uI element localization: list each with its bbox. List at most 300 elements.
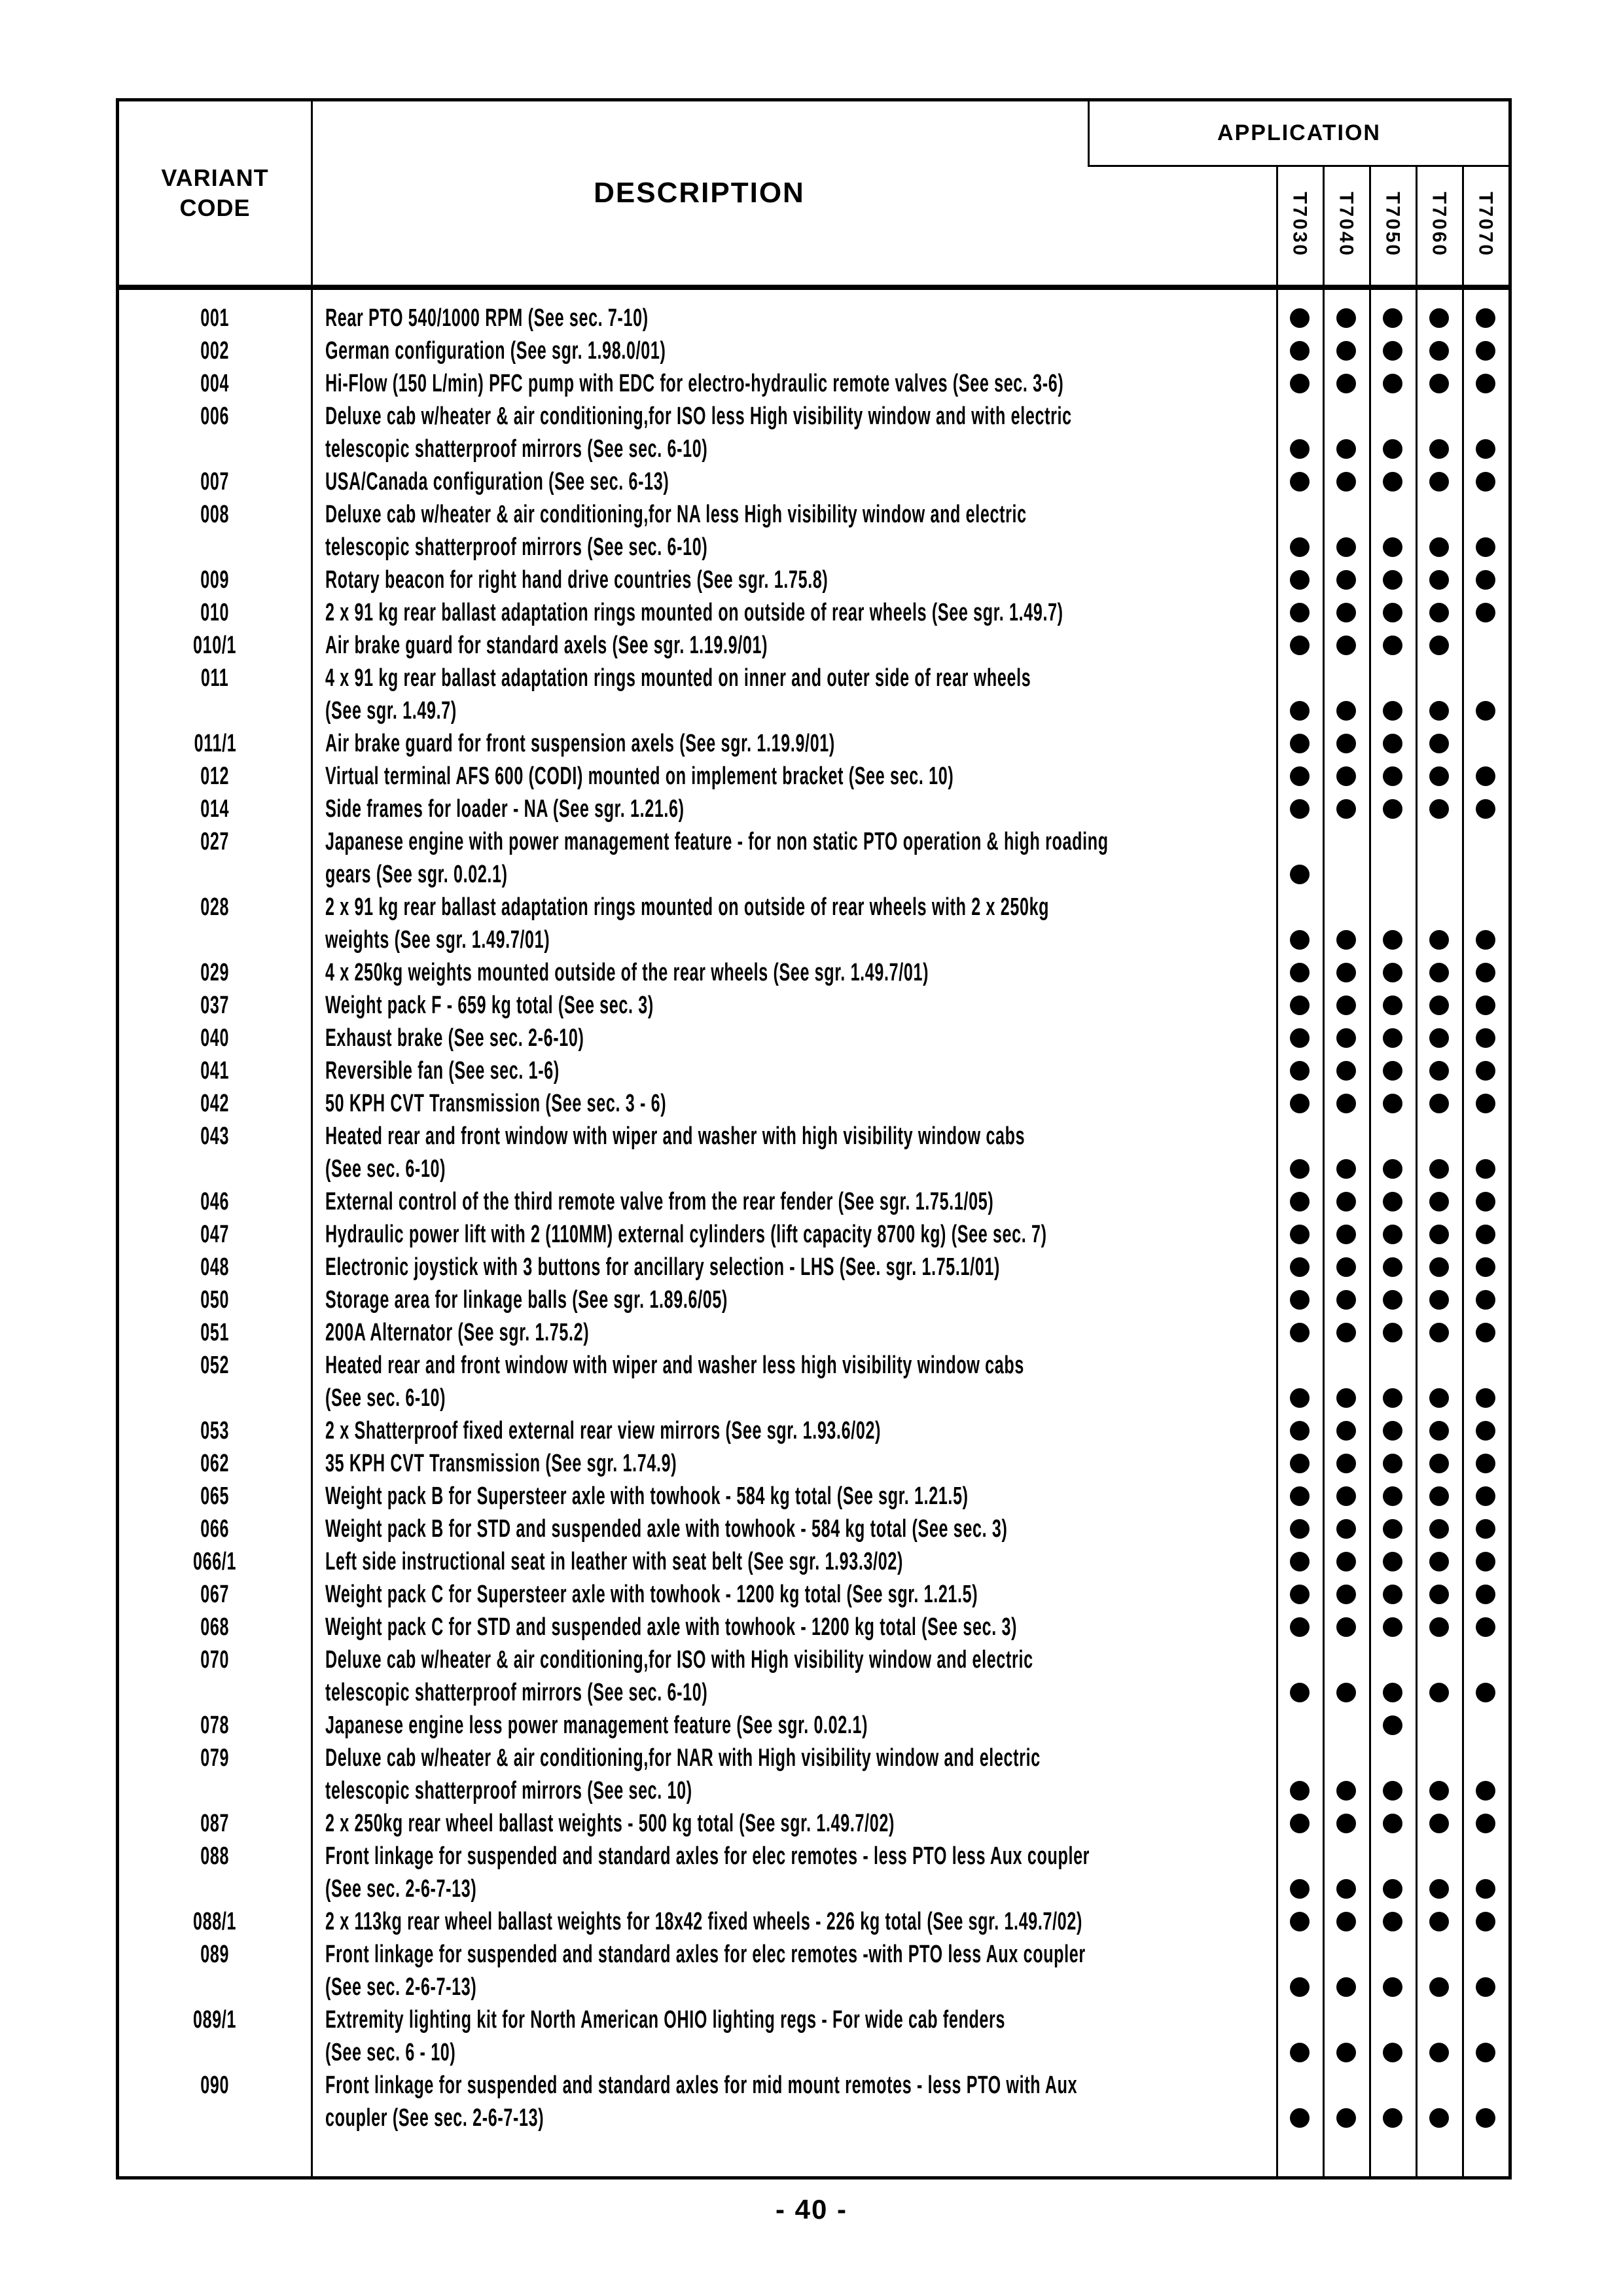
table-row	[119, 367, 1508, 400]
description-line: (See sec. 6 - 10)	[325, 2039, 456, 2066]
application-cell	[1369, 1414, 1416, 1447]
applicability-dot	[1429, 1028, 1449, 1048]
description-line: Japanese engine less power management feature (See sgr. 0.02.1)	[325, 1712, 868, 1739]
application-cell	[1416, 302, 1462, 334]
application-cell	[1276, 1905, 1323, 1938]
variant-code-text: 079	[200, 1744, 230, 1772]
application-cell	[1369, 1447, 1416, 1480]
variant-code-text: 066/1	[193, 1548, 237, 1575]
table-row	[119, 400, 1508, 465]
applicability-dot	[1476, 996, 1495, 1015]
variant-code	[119, 1938, 311, 1971]
applicability-dot	[1476, 1879, 1495, 1899]
applicability-dot	[1429, 537, 1449, 557]
applicability-dot	[1383, 1094, 1402, 1113]
applicability-dot	[1290, 1061, 1310, 1081]
application-cell	[1369, 334, 1416, 367]
description-line: telescopic shatterproof mirrors (See sec. 6-10)	[325, 1679, 708, 1706]
description-cell	[311, 334, 1276, 367]
variant-code-text: 068	[200, 1613, 230, 1641]
applicability-dot	[1429, 1192, 1449, 1211]
application-cell	[1276, 1611, 1323, 1643]
variant-code	[119, 1316, 311, 1349]
applicability-dot	[1476, 308, 1495, 328]
model-label: T7050	[1382, 191, 1404, 257]
table-row	[119, 1185, 1508, 1218]
variant-code-text: 010/1	[193, 632, 237, 659]
applicability-dot	[1336, 1388, 1356, 1408]
description-line: Weight pack F - 659 kg total (See sec. 3)	[325, 992, 654, 1019]
applicability-dot	[1336, 570, 1356, 590]
description-line: Exhaust brake (See sec. 2-6-10)	[325, 1024, 584, 1052]
application-cell	[1462, 760, 1508, 793]
application-cell	[1323, 1513, 1369, 1545]
application-cell	[1369, 1905, 1416, 1938]
applicability-dot	[1476, 1388, 1495, 1408]
description-cell	[311, 564, 1276, 596]
applicability-dot	[1290, 1290, 1310, 1310]
description-cell	[311, 1087, 1276, 1120]
application-cell	[1416, 334, 1462, 367]
application-cell	[1416, 498, 1462, 564]
variant-code	[119, 1349, 311, 1382]
description-cell	[311, 1709, 1276, 1742]
description-line: telescopic shatterproof mirrors (See sec. 10)	[325, 1777, 692, 1804]
table-row	[119, 334, 1508, 367]
applicability-dot	[1476, 2108, 1495, 2128]
applicability-dot	[1290, 734, 1310, 753]
applicability-dot	[1383, 1879, 1402, 1899]
application-cell	[1369, 498, 1416, 564]
description-cell	[311, 662, 1276, 727]
applicability-dot	[1429, 1486, 1449, 1506]
application-cell	[1323, 1185, 1369, 1218]
applicability-dot	[1290, 1781, 1310, 1801]
description-line: 2 x 113kg rear wheel ballast weights for 18x42 fixed wheels - 226 kg total (See sgr. 1.49.7/02)	[325, 1908, 1083, 1935]
description-cell	[311, 1349, 1276, 1414]
variant-code-text: 007	[200, 468, 230, 495]
application-cell	[1369, 1283, 1416, 1316]
application-cell	[1462, 1578, 1508, 1611]
table-row	[119, 1578, 1508, 1611]
application-cell	[1276, 2069, 1323, 2134]
applicability-dot	[1290, 1617, 1310, 1637]
applicability-dot	[1476, 1912, 1495, 1931]
application-cell	[1416, 1545, 1462, 1578]
table-row	[119, 1709, 1508, 1742]
applicability-dot	[1290, 1486, 1310, 1506]
application-cell	[1276, 1709, 1323, 1742]
application-cell	[1276, 760, 1323, 793]
table-row	[119, 1022, 1508, 1054]
description-line: (See sgr. 1.49.7)	[325, 697, 457, 725]
variant-code-text: 046	[200, 1188, 230, 1215]
application-cell	[1369, 1807, 1416, 1840]
application-cell	[1369, 1349, 1416, 1414]
applicability-dot	[1476, 1094, 1495, 1113]
applicability-dot	[1429, 1061, 1449, 1081]
application-cell	[1276, 1185, 1323, 1218]
application-cell	[1462, 1545, 1508, 1578]
table-row	[119, 1611, 1508, 1643]
variant-code-text: 090	[200, 2072, 230, 2099]
applicability-dot	[1476, 1323, 1495, 1342]
applicability-dot	[1429, 1617, 1449, 1637]
variant-code	[119, 367, 311, 400]
application-cell	[1369, 891, 1416, 956]
application-cell	[1276, 989, 1323, 1022]
table-row	[119, 662, 1508, 727]
description-line: Left side instructional seat in leather with seat belt (See sgr. 1.93.3/02)	[325, 1548, 903, 1575]
description-line: Electronic joystick with 3 buttons for ancillary selection - LHS (See. sgr. 1.75.1/01)	[325, 1253, 1001, 1281]
applicability-dot	[1476, 1192, 1495, 1211]
application-cell	[1369, 1185, 1416, 1218]
application-cell	[1416, 1120, 1462, 1185]
applicability-dot	[1429, 603, 1449, 622]
application-cell	[1323, 564, 1369, 596]
applicability-dot	[1336, 799, 1356, 819]
application-cell	[1276, 564, 1323, 596]
variant-code-text: 089	[200, 1941, 230, 1968]
application-cell	[1462, 1742, 1508, 1807]
variant-code	[119, 956, 311, 989]
variant-code	[119, 1709, 311, 1742]
application-cell	[1462, 1414, 1508, 1447]
application-cell	[1323, 1022, 1369, 1054]
application-cell	[1416, 1709, 1462, 1742]
variant-code	[119, 1742, 311, 1774]
applicability-dot	[1290, 570, 1310, 590]
application-cell	[1323, 793, 1369, 825]
application-cell	[1416, 727, 1462, 760]
application-cell	[1323, 1087, 1369, 1120]
application-cell	[1416, 1218, 1462, 1251]
table-row	[119, 1218, 1508, 1251]
variant-code-text: 028	[200, 893, 230, 921]
applicability-dot	[1290, 996, 1310, 1015]
applicability-dot	[1336, 374, 1356, 393]
model-label: T7060	[1428, 191, 1450, 257]
variant-code-header	[119, 101, 311, 285]
applicability-dot	[1290, 1257, 1310, 1277]
table-row	[119, 302, 1508, 334]
application-cell	[1323, 400, 1369, 465]
application-cell	[1369, 1087, 1416, 1120]
applicability-dot	[1290, 766, 1310, 786]
application-cell	[1416, 1283, 1462, 1316]
description-line: 200A Alternator (See sgr. 1.75.2)	[325, 1319, 590, 1346]
applicability-dot	[1290, 1454, 1310, 1473]
applicability-dot	[1336, 1977, 1356, 1997]
application-cell	[1276, 825, 1323, 891]
description-cell	[311, 1283, 1276, 1316]
table-row	[119, 1807, 1508, 1840]
applicability-dot	[1336, 734, 1356, 753]
description-line: 2 x 91 kg rear ballast adaptation rings mounted on outside of rear wheels with 2 x 250kg	[325, 893, 1050, 921]
applicability-dot	[1336, 636, 1356, 655]
model-column-header-t7040	[1323, 167, 1369, 285]
description-cell	[311, 629, 1276, 662]
applicability-dot	[1429, 2043, 1449, 2062]
description-line: 4 x 91 kg rear ballast adaptation rings mounted on inner and outer side of rear wheels	[325, 664, 1031, 692]
description-cell	[311, 1643, 1276, 1709]
application-cell	[1369, 564, 1416, 596]
variant-code-text: 087	[200, 1810, 230, 1837]
application-cell	[1323, 367, 1369, 400]
application-cell	[1323, 1283, 1369, 1316]
applicability-dot	[1336, 1028, 1356, 1048]
application-cell	[1369, 1218, 1416, 1251]
applicability-dot	[1429, 1388, 1449, 1408]
applicability-dot	[1336, 2043, 1356, 2062]
application-cell	[1323, 1218, 1369, 1251]
description-line: weights (See sgr. 1.49.7/01)	[325, 926, 550, 954]
applicability-dot	[1476, 1486, 1495, 1506]
application-cell	[1323, 1578, 1369, 1611]
applicability-dot	[1290, 603, 1310, 622]
description-cell	[311, 1185, 1276, 1218]
application-cell	[1462, 956, 1508, 989]
variant-code-text: 088	[200, 1842, 230, 1870]
application-cell	[1369, 1251, 1416, 1283]
application-cell	[1276, 1022, 1323, 1054]
variant-table	[116, 98, 1512, 2179]
variant-code	[119, 1120, 311, 1153]
applicability-dot	[1476, 537, 1495, 557]
variant-code-text: 052	[200, 1352, 230, 1379]
description-cell	[311, 1513, 1276, 1545]
application-cell	[1462, 825, 1508, 891]
table-row	[119, 956, 1508, 989]
variant-code-text: 014	[200, 795, 230, 823]
variant-code	[119, 1545, 311, 1578]
applicability-dot	[1336, 963, 1356, 982]
application-cell	[1416, 465, 1462, 498]
application-cell	[1323, 662, 1369, 727]
description-cell	[311, 1905, 1276, 1938]
variant-code-text: 001	[200, 304, 230, 332]
variant-code	[119, 1480, 311, 1513]
variant-code	[119, 1578, 311, 1611]
description-cell	[311, 1578, 1276, 1611]
application-cell	[1323, 465, 1369, 498]
application-cell	[1276, 1054, 1323, 1087]
application-cell	[1416, 1087, 1462, 1120]
description-line: External control of the third remote valve from the rear fender (See sgr. 1.75.1/05)	[325, 1188, 994, 1215]
application-cell	[1416, 1840, 1462, 1905]
variant-code	[119, 629, 311, 662]
applicability-dot	[1476, 1683, 1495, 1702]
variant-code-text: 004	[200, 370, 230, 397]
applicability-dot	[1336, 996, 1356, 1015]
application-cell	[1416, 1905, 1462, 1938]
application-cell	[1276, 1938, 1323, 2003]
applicability-dot	[1336, 1192, 1356, 1211]
applicability-dot	[1383, 2108, 1402, 2128]
description-line: 2 x 250kg rear wheel ballast weights - 500 kg total (See sgr. 1.49.7/02)	[325, 1810, 895, 1837]
description-line: Front linkage for suspended and standard axles for elec remotes - less PTO less Aux coupler	[325, 1842, 1090, 1870]
applicability-dot	[1290, 1814, 1310, 1833]
variant-code	[119, 825, 311, 858]
applicability-dot	[1429, 2108, 1449, 2128]
application-cell	[1323, 1643, 1369, 1709]
variant-code	[119, 1643, 311, 1676]
applicability-dot	[1383, 1323, 1402, 1342]
applicability-dot	[1476, 472, 1495, 492]
application-cell	[1462, 1643, 1508, 1709]
description-line: (See sec. 2-6-7-13)	[325, 1973, 477, 2001]
applicability-dot	[1383, 1977, 1402, 1997]
application-cell	[1323, 1251, 1369, 1283]
applicability-dot	[1429, 1257, 1449, 1277]
application-cell	[1276, 891, 1323, 956]
description-line: 35 KPH CVT Transmission (See sgr. 1.74.9)	[325, 1450, 677, 1477]
application-cell	[1276, 1480, 1323, 1513]
applicability-dot	[1383, 930, 1402, 950]
description-line: Extremity lighting kit for North American OHIO lighting regs - For wide cab fenders	[325, 2006, 1006, 2034]
application-cell	[1369, 400, 1416, 465]
applicability-dot	[1429, 1912, 1449, 1931]
application-cell	[1416, 1807, 1462, 1840]
application-cell	[1323, 760, 1369, 793]
description-cell	[311, 1611, 1276, 1643]
applicability-dot	[1290, 1323, 1310, 1342]
application-cell	[1323, 1480, 1369, 1513]
application-cell	[1416, 1414, 1462, 1447]
application-cell	[1462, 793, 1508, 825]
application-cell	[1462, 1447, 1508, 1480]
variant-code	[119, 1218, 311, 1251]
applicability-dot	[1290, 1028, 1310, 1048]
application-cell	[1462, 334, 1508, 367]
application-cell	[1276, 498, 1323, 564]
model-column-header-t7060	[1416, 167, 1462, 285]
variant-code-text: 062	[200, 1450, 230, 1477]
application-cell	[1323, 727, 1369, 760]
application-cell	[1276, 367, 1323, 400]
applicability-dot	[1429, 1879, 1449, 1899]
description-line: telescopic shatterproof mirrors (See sec. 6-10)	[325, 533, 708, 561]
applicability-dot	[1476, 1225, 1495, 1244]
applicability-dot	[1429, 963, 1449, 982]
table-row	[119, 1349, 1508, 1414]
applicability-dot	[1336, 2108, 1356, 2128]
application-cell	[1276, 1120, 1323, 1185]
application-cell	[1369, 1316, 1416, 1349]
description-line: Japanese engine with power management feature - for non static PTO operation & high roading	[325, 828, 1109, 855]
application-cell	[1416, 825, 1462, 891]
table-row	[119, 596, 1508, 629]
description-line: Heated rear and front window with wiper and washer less high visibility window cabs	[325, 1352, 1024, 1379]
applicability-dot	[1429, 1094, 1449, 1113]
variant-code-text: 037	[200, 992, 230, 1019]
application-cell	[1276, 400, 1323, 465]
applicability-dot	[1290, 799, 1310, 819]
model-column-header-t7030	[1276, 167, 1323, 285]
application-cell	[1369, 956, 1416, 989]
application-cell	[1323, 2069, 1369, 2134]
applicability-dot	[1429, 930, 1449, 950]
table-row	[119, 1742, 1508, 1807]
description-line: coupler (See sec. 2-6-7-13)	[325, 2104, 544, 2132]
description-cell	[311, 465, 1276, 498]
application-cell	[1323, 2003, 1369, 2069]
application-cell	[1462, 1611, 1508, 1643]
applicability-dot	[1336, 1617, 1356, 1637]
table-row	[119, 891, 1508, 956]
application-cell	[1369, 1513, 1416, 1545]
application-cell	[1369, 1840, 1416, 1905]
description-line: Reversible fan (See sec. 1-6)	[325, 1057, 560, 1085]
applicability-dot	[1290, 1977, 1310, 1997]
applicability-dot	[1383, 1683, 1402, 1702]
application-cell	[1323, 989, 1369, 1022]
application-cell	[1416, 1513, 1462, 1545]
description-line: Air brake guard for standard axels (See sgr. 1.19.9/01)	[325, 632, 768, 659]
application-cell	[1276, 727, 1323, 760]
application-cell	[1416, 1480, 1462, 1513]
description-cell	[311, 498, 1276, 564]
application-cell	[1462, 1283, 1508, 1316]
description-line: (See sec. 2-6-7-13)	[325, 1875, 477, 1903]
application-cell	[1369, 2003, 1416, 2069]
applicability-dot	[1383, 472, 1402, 492]
applicability-dot	[1290, 1552, 1310, 1571]
application-cell	[1276, 1578, 1323, 1611]
application-cell	[1276, 1807, 1323, 1840]
application-cell	[1323, 498, 1369, 564]
application-cell	[1276, 1643, 1323, 1709]
applicability-dot	[1476, 799, 1495, 819]
applicability-dot	[1383, 1585, 1402, 1604]
variant-code-header-line2: CODE	[179, 194, 251, 221]
table-row	[119, 1087, 1508, 1120]
applicability-dot	[1429, 996, 1449, 1015]
applicability-dot	[1476, 1421, 1495, 1441]
applicability-dot	[1476, 1977, 1495, 1997]
application-cell	[1323, 1905, 1369, 1938]
applicability-dot	[1336, 1061, 1356, 1081]
applicability-dot	[1476, 1454, 1495, 1473]
application-cell	[1462, 465, 1508, 498]
applicability-dot	[1336, 341, 1356, 361]
application-cell	[1369, 1938, 1416, 2003]
applicability-dot	[1476, 570, 1495, 590]
model-label: T7070	[1474, 191, 1497, 257]
applicability-dot	[1290, 439, 1310, 459]
variant-code-text: 070	[200, 1646, 230, 1674]
applicability-dot	[1383, 439, 1402, 459]
table-row	[119, 629, 1508, 662]
applicability-dot	[1383, 1715, 1402, 1735]
description-cell	[311, 367, 1276, 400]
application-cell	[1462, 891, 1508, 956]
table-row	[119, 1283, 1508, 1316]
applicability-dot	[1383, 1814, 1402, 1833]
application-cell	[1462, 1120, 1508, 1185]
variant-code-text: 088/1	[193, 1908, 237, 1935]
application-cell	[1276, 662, 1323, 727]
application-cell	[1369, 1643, 1416, 1709]
table-row	[119, 1513, 1508, 1545]
application-cell	[1323, 1807, 1369, 1840]
applicability-dot	[1336, 1454, 1356, 1473]
applicability-dot	[1336, 439, 1356, 459]
description-line: Hydraulic power lift with 2 (110MM) external cylinders (lift capacity 8700 kg) (See sec. 7)	[325, 1221, 1047, 1248]
description-line: Weight pack B for Supersteer axle with towhook - 584 kg total (See sgr. 1.21.5)	[325, 1482, 969, 1510]
application-cell	[1416, 1611, 1462, 1643]
description-cell	[311, 825, 1276, 891]
